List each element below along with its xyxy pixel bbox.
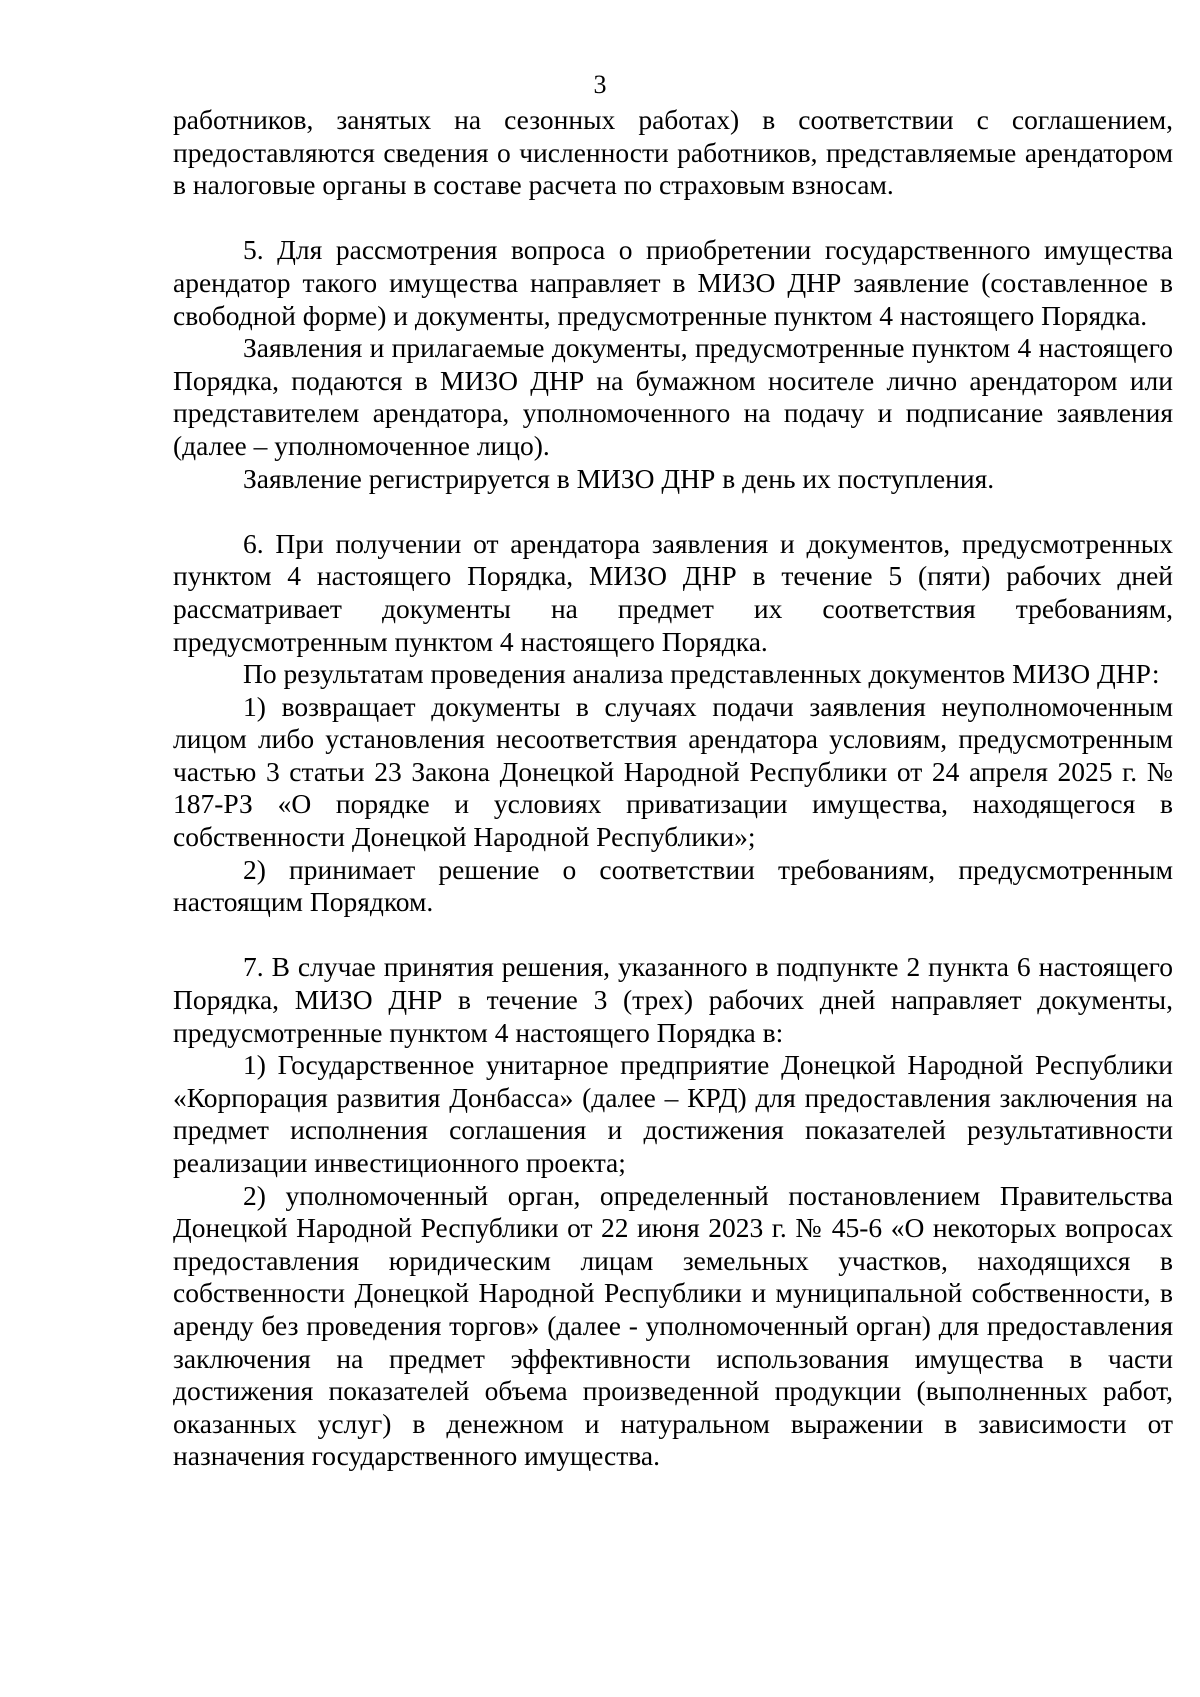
paragraph-applications: Заявления и прилагаемые документы, предусмотренные пунктом 4 настоящего Порядка, подаются в МИЗО ДНР на бумажном носителе лично арендатором или представителем арендатора, уполномоченного на подачу и подписание заявления (далее – уполномоченное лицо). <box>173 332 1173 461</box>
paragraph-subitem-7-2: 2) уполномоченный орган, определенный постановлением Правительства Донецкой Народной Республики от 22 июня 2023 г. № 45-6 «О некоторых вопросах предоставления юридическим лицам земельных участков, находящихся в собственности Донецкой Народной Республики и муниципальной собственности, в аренду без проведения торгов» (далее - уполномоченный орган) для предоставления заключения на предмет эффективности использования имущества в части достижения показателей объема произведенной продукции (выполненных работ, оказанных услуг) в денежном и натуральном выражении в зависимости от назначения государственного имущества. <box>173 1179 1173 1472</box>
paragraph-analysis-results: По результатам проведения анализа представленных документов МИЗО ДНР: <box>243 658 1160 690</box>
document-body <box>173 104 1173 1473</box>
paragraph-subitem-7-1: 1) Государственное унитарное предприятие Донецкой Народной Республики «Корпорация развития Донбасса» (далее – КРД) для предоставления заключения на предмет исполнения соглашения и достижения показателей результативности реализации инвестиционного проекта; <box>173 1049 1173 1178</box>
paragraph-continuation: работников, занятых на сезонных работах) в соответствии с соглашением, предоставляются сведения о численности работников, представляемые арендатором в налоговые органы в составе расчета по страховым взносам. <box>173 104 1173 201</box>
paragraph-item-5: 5. Для рассмотрения вопроса о приобретении государственного имущества арендатор такого имущества направляет в МИЗО ДНР заявление (составленное в свободной форме) и документы, предусмотренные пунктом 4 настоящего Порядка. <box>173 234 1173 331</box>
page-number: 3 <box>593 70 607 99</box>
paragraph-item-6: 6. При получении от арендатора заявления и документов, предусмотренных пунктом 4 настоящего Порядка, МИЗО ДНР в течение 5 (пяти) рабочих дней рассматривает документы на предмет их соответствия требованиям, предусмотренным пунктом 4 настоящего Порядка. <box>173 527 1173 657</box>
paragraph-item-7: 7. В случае принятия решения, указанного в подпункте 2 пункта 6 настоящего Порядка, МИЗО ДНР в течение 3 (трех) рабочих дней направляет документы, предусмотренные пунктом 4 настоящего Порядка в: <box>173 951 1173 1048</box>
paragraph-registration: Заявление регистрируется в МИЗО ДНР в день их поступления. <box>243 462 995 494</box>
paragraph-subitem-6-2: 2) принимает решение о соответствии требованиям, предусмотренным настоящим Порядком. <box>173 853 1173 918</box>
paragraph-subitem-6-1: 1) возвращает документы в случаях подачи заявления неуполномоченным лицом либо установления несоответствия арендатора условиям, предусмотренным частью 3 статьи 23 Закона Донецкой Народной Республики от 24 апреля 2025 г. № 187-РЗ «О порядке и условиях приватизации имущества, находящегося в собственности Донецкой Народной Республики»; <box>173 690 1173 853</box>
